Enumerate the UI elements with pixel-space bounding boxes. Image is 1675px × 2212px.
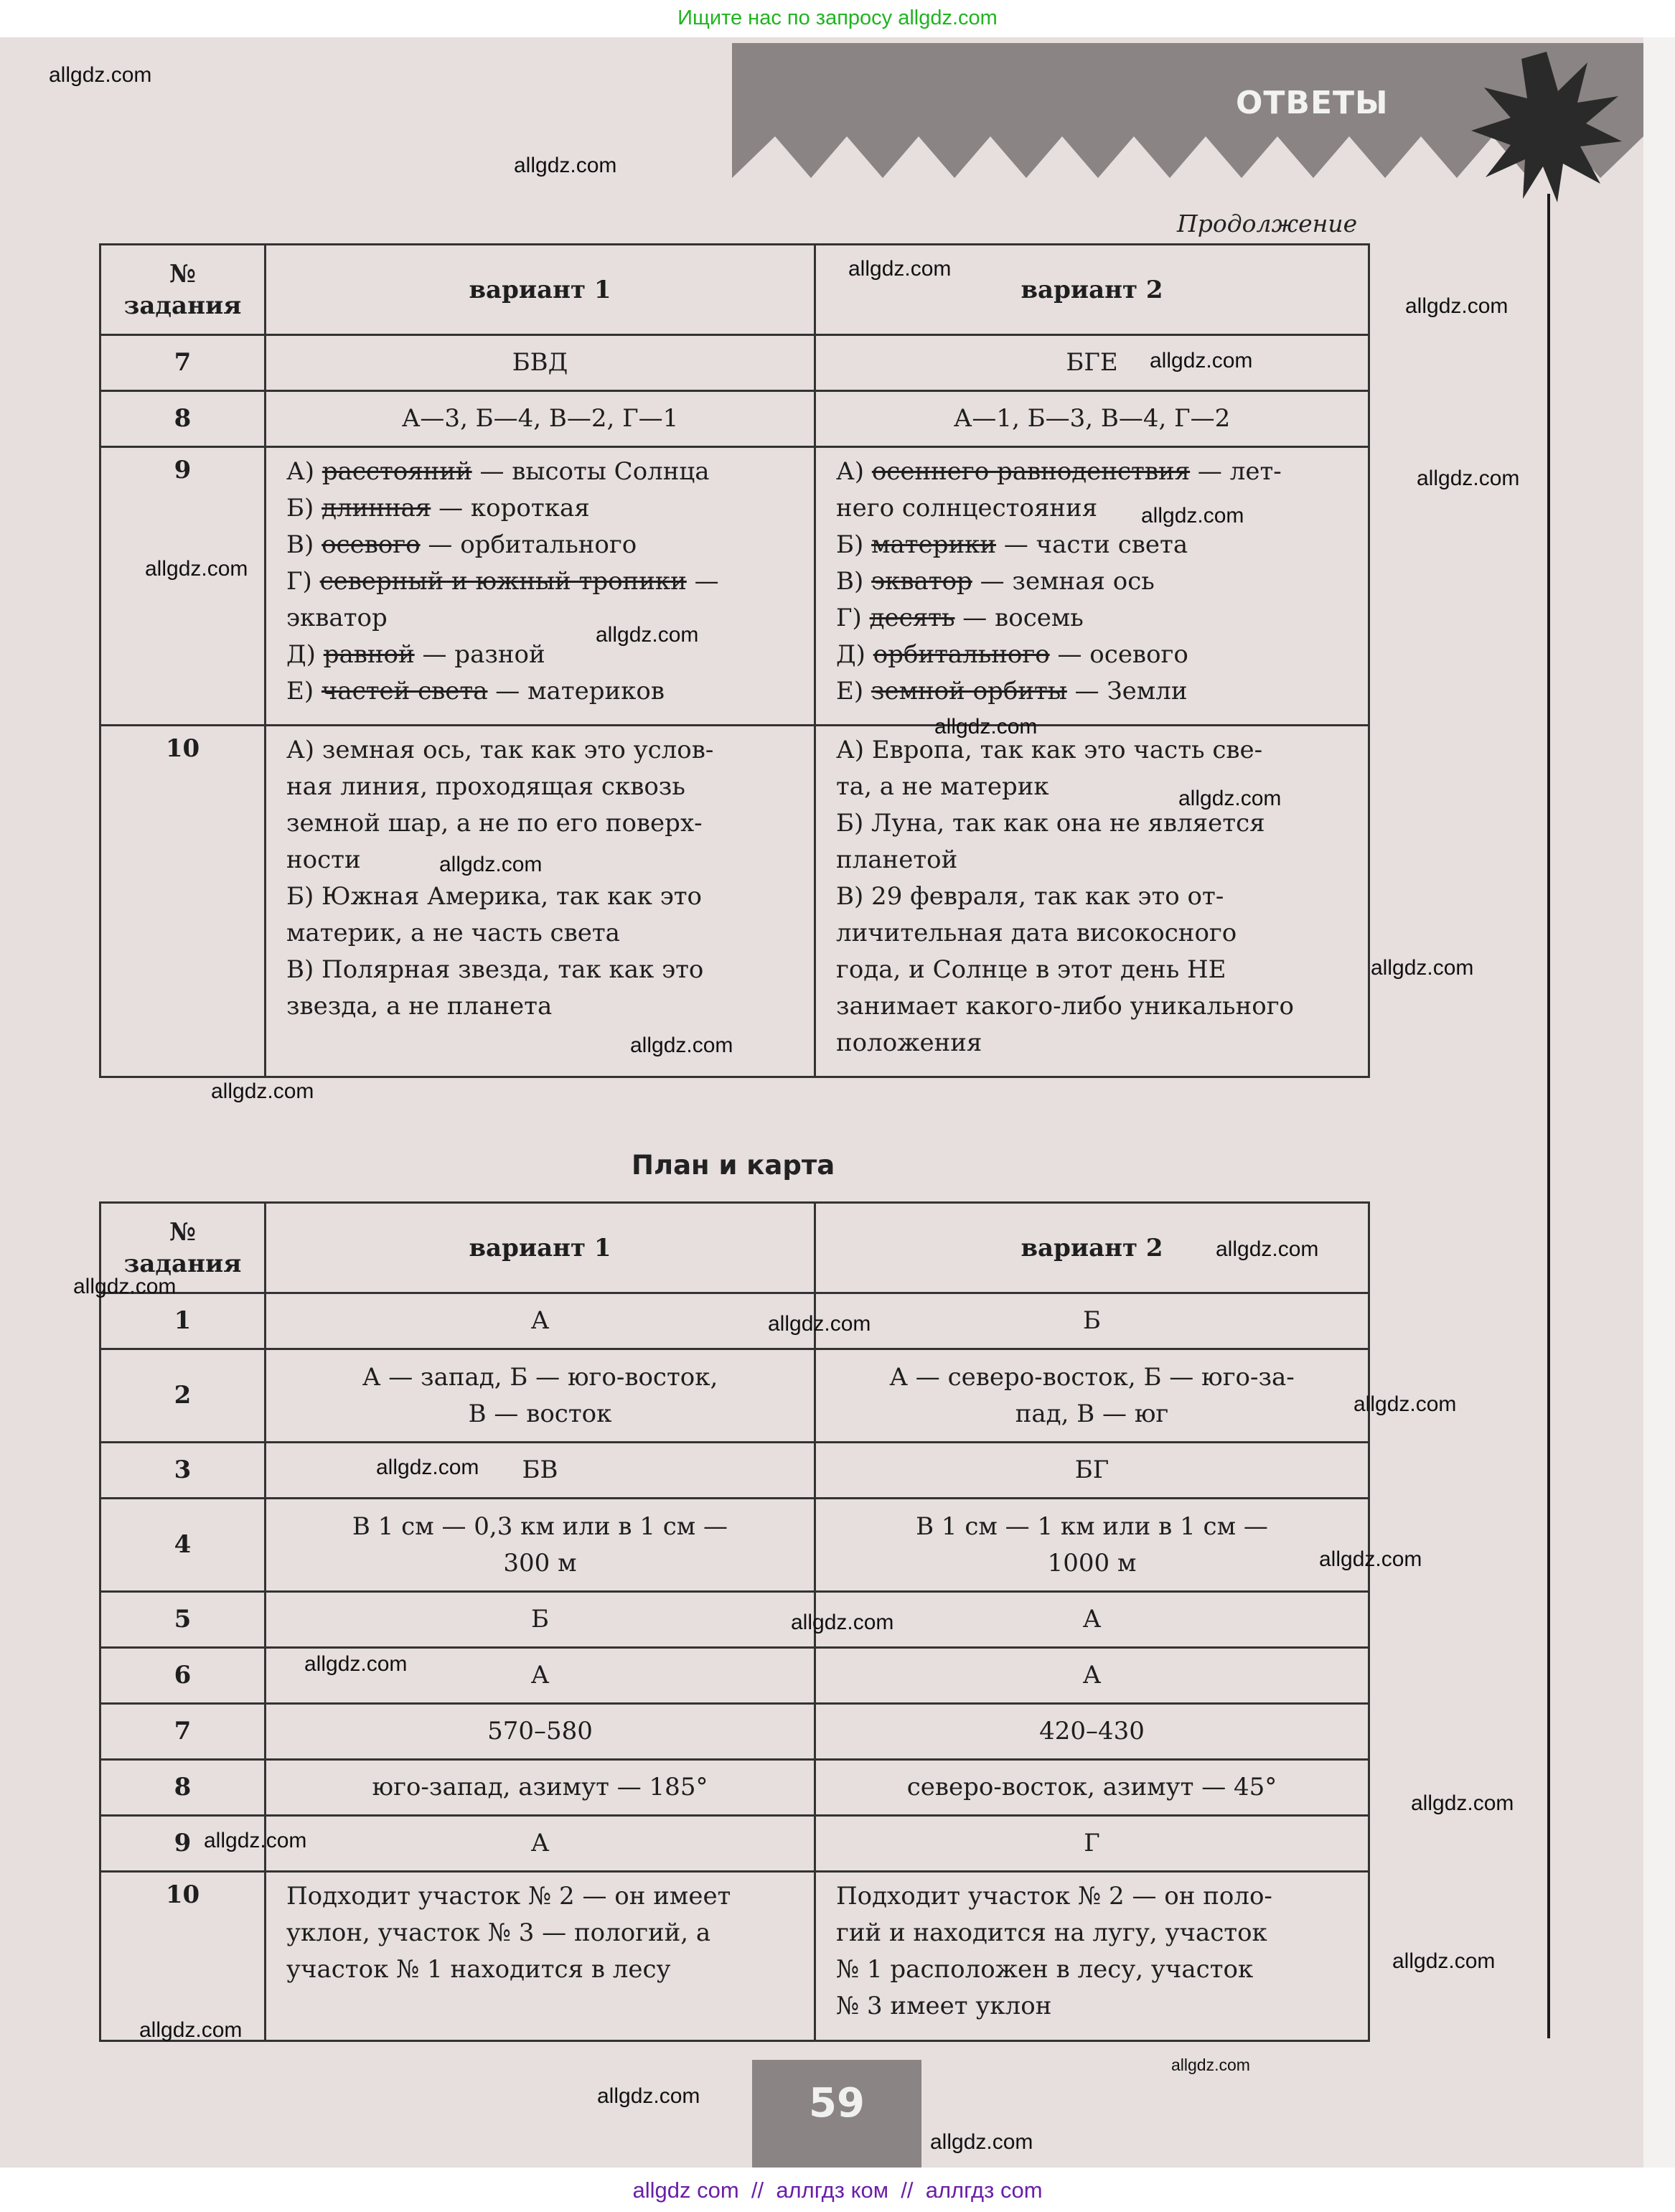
watermark: allgdz.com bbox=[49, 63, 152, 87]
section-header-title: ОТВЕТЫ bbox=[1236, 85, 1389, 121]
answer-variant-1: Б bbox=[266, 1592, 815, 1648]
answer-variant-2: 420–430 bbox=[815, 1704, 1369, 1760]
answer-variant-1: А bbox=[266, 1648, 815, 1704]
answer-variant-2: БГЕ bbox=[815, 335, 1369, 391]
answer-variant-1: В 1 см — 0,3 км или в 1 см — 300 м bbox=[266, 1499, 815, 1592]
answer-variant-2: А) Европа, так как это часть све- та, а не материк Б) Луна, так как она не является планетой В) 29 февраля, так как это от- личительная дата високосного года, и Солнце в этот день НЕ занимает какого-либо уникального положения bbox=[815, 726, 1369, 1077]
answer-variant-1: юго-запад, азимут — 185° bbox=[266, 1760, 815, 1816]
watermark: allgdz.com bbox=[1150, 349, 1253, 372]
watermark: allgdz.com bbox=[848, 257, 952, 281]
watermark: allgdz.com bbox=[1171, 2056, 1250, 2074]
answer-variant-2 bbox=[815, 447, 1369, 726]
table-row bbox=[100, 1704, 1369, 1760]
answer-variant-2: А bbox=[815, 1648, 1369, 1704]
top-banner-text[interactable]: Ищите нас по запросу allgdz.com bbox=[677, 6, 998, 29]
watermark: allgdz.com bbox=[211, 1079, 314, 1103]
answer-variant-1: БВ bbox=[266, 1443, 815, 1499]
watermark: allgdz.com bbox=[1417, 467, 1520, 490]
header-variant-2: вариант 2 bbox=[815, 245, 1369, 335]
star-ornament-icon bbox=[1471, 52, 1622, 202]
footer-bar[interactable] bbox=[0, 2169, 1675, 2212]
table-row bbox=[100, 447, 1369, 726]
answer-variant-2: В 1 см — 1 км или в 1 см — 1000 м bbox=[815, 1499, 1369, 1592]
footer-links[interactable]: allgdz com // аллгдз ком // аллгдз com bbox=[632, 2178, 1043, 2203]
correction-line: В) экватор — земная ось bbox=[836, 567, 1155, 596]
watermark: allgdz.com bbox=[630, 1034, 733, 1057]
answer-variant-1: А bbox=[266, 1816, 815, 1872]
answer-variant-1: А — запад, Б — юго-восток, В — восток bbox=[266, 1349, 815, 1443]
watermark: allgdz.com bbox=[597, 2084, 700, 2108]
answer-variant-2: БГ bbox=[815, 1443, 1369, 1499]
header-variant-1: вариант 1 bbox=[266, 245, 815, 335]
table-row bbox=[100, 1293, 1369, 1349]
task-number: 1 bbox=[100, 1293, 266, 1349]
table-row bbox=[100, 391, 1369, 447]
correction-line: А) расстояний — высоты Солнца bbox=[286, 457, 710, 486]
answers-table-2 bbox=[99, 1201, 1370, 2042]
watermark: allgdz.com bbox=[304, 1652, 408, 1676]
task-number: 10 bbox=[100, 1872, 266, 2041]
watermark: allgdz.com bbox=[1371, 956, 1474, 980]
table-row bbox=[100, 1872, 1369, 2041]
task-number: 3 bbox=[100, 1443, 266, 1499]
task-number: 2 bbox=[100, 1349, 266, 1443]
top-banner[interactable] bbox=[0, 0, 1675, 36]
task-number: 9 bbox=[100, 447, 266, 726]
watermark: allgdz.com bbox=[1178, 787, 1282, 810]
task-number: 6 bbox=[100, 1648, 266, 1704]
watermark: allgdz.com bbox=[1216, 1237, 1319, 1261]
correction-line: Б) длинная — короткая bbox=[286, 494, 590, 522]
correction-line: него солнцестояния bbox=[836, 494, 1098, 522]
vertical-rule bbox=[1547, 194, 1550, 2038]
watermark: allgdz.com bbox=[514, 154, 617, 177]
answer-variant-2: А — северо-восток, Б — юго-за- пад, В — юг bbox=[815, 1349, 1369, 1443]
watermark: allgdz.com bbox=[768, 1312, 871, 1336]
answer-variant-1: 570–580 bbox=[266, 1704, 815, 1760]
answer-variant-2: Подходит участок № 2 — он поло- гий и находится на лугу, участок № 1 расположен в лесу, участок № 3 имеет уклон bbox=[815, 1872, 1369, 2041]
header-variant-1: вариант 1 bbox=[266, 1203, 815, 1293]
header-task-number: № задания bbox=[100, 1203, 266, 1293]
correction-line: Е) земной орбиты — Земли bbox=[836, 677, 1188, 706]
watermark: allgdz.com bbox=[139, 2018, 243, 2042]
answer-variant-1: А—3, Б—4, В—2, Г—1 bbox=[266, 391, 815, 447]
watermark: allgdz.com bbox=[596, 623, 699, 647]
table-header-row bbox=[100, 1203, 1369, 1293]
answer-variant-1: Подходит участок № 2 — он имеет уклон, участок № 3 — пологий, а участок № 1 находится в лесу bbox=[266, 1872, 815, 2041]
watermark: allgdz.com bbox=[791, 1611, 894, 1634]
task-number: 9 bbox=[100, 1816, 266, 1872]
watermark: allgdz.com bbox=[439, 853, 543, 876]
watermark: allgdz.com bbox=[1392, 1949, 1496, 1973]
correction-line: Г) северный и южный тропики — bbox=[286, 567, 719, 596]
answer-variant-2: северо-восток, азимут — 45° bbox=[815, 1760, 1369, 1816]
task-number: 8 bbox=[100, 1760, 266, 1816]
watermark: allgdz.com bbox=[376, 1456, 479, 1479]
watermark: allgdz.com bbox=[145, 557, 248, 581]
table-row bbox=[100, 1349, 1369, 1443]
table-row bbox=[100, 1443, 1369, 1499]
correction-line: Д) орбитального — осевого bbox=[836, 640, 1188, 669]
page-edge bbox=[1643, 37, 1675, 2168]
answer-variant-2: А bbox=[815, 1592, 1369, 1648]
task-number: 10 bbox=[100, 726, 266, 1077]
watermark: allgdz.com bbox=[930, 2130, 1033, 2154]
watermark: allgdz.com bbox=[1141, 504, 1244, 528]
watermark: allgdz.com bbox=[1411, 1791, 1514, 1815]
table-row bbox=[100, 1760, 1369, 1816]
watermark: allgdz.com bbox=[934, 715, 1038, 739]
answer-variant-2: Б bbox=[815, 1293, 1369, 1349]
correction-line: экватор bbox=[286, 604, 388, 632]
correction-line: В) осевого — орбитального bbox=[286, 530, 637, 559]
watermark: allgdz.com bbox=[1353, 1392, 1457, 1416]
watermark: allgdz.com bbox=[204, 1829, 307, 1852]
header-task-number: № задания bbox=[100, 245, 266, 335]
task-number: 8 bbox=[100, 391, 266, 447]
task-number: 7 bbox=[100, 1704, 266, 1760]
watermark: allgdz.com bbox=[73, 1275, 177, 1298]
answer-variant-1 bbox=[266, 447, 815, 726]
task-number: 7 bbox=[100, 335, 266, 391]
answer-variant-2: Г bbox=[815, 1816, 1369, 1872]
watermark: allgdz.com bbox=[1319, 1547, 1422, 1571]
page-number: 59 bbox=[809, 2080, 865, 2127]
task-number: 4 bbox=[100, 1499, 266, 1592]
header-variant-2: вариант 2 bbox=[815, 1203, 1369, 1293]
task-number: 5 bbox=[100, 1592, 266, 1648]
answer-variant-2: А—1, Б—3, В—4, Г—2 bbox=[815, 391, 1369, 447]
watermark: allgdz.com bbox=[1405, 294, 1509, 318]
table-row bbox=[100, 1592, 1369, 1648]
answer-variant-1: БВД bbox=[266, 335, 815, 391]
correction-line: А) осеннего равноденствия — лет- bbox=[836, 457, 1282, 486]
continuation-label: Продолжение bbox=[1177, 210, 1358, 238]
answer-variant-1: А bbox=[266, 1293, 815, 1349]
correction-line: Д) равной — разной bbox=[286, 640, 545, 669]
correction-line: Б) материки — части света bbox=[836, 530, 1188, 559]
correction-line: Г) десять — восемь bbox=[836, 604, 1084, 632]
correction-line: Е) частей света — материков bbox=[286, 677, 665, 706]
table-row bbox=[100, 726, 1369, 1077]
table-header-row bbox=[100, 245, 1369, 335]
table-row bbox=[100, 1499, 1369, 1592]
section-title: План и карта bbox=[632, 1150, 835, 1181]
table-row bbox=[100, 1648, 1369, 1704]
answer-variant-1: А) земная ось, так как это услов- ная линия, проходящая сквозь земной шар, а не по его поверх- ности Б) Южная Америка, так как это материк, а не часть света В) Полярная звезда, так как это звезда, а не планета bbox=[266, 726, 815, 1077]
